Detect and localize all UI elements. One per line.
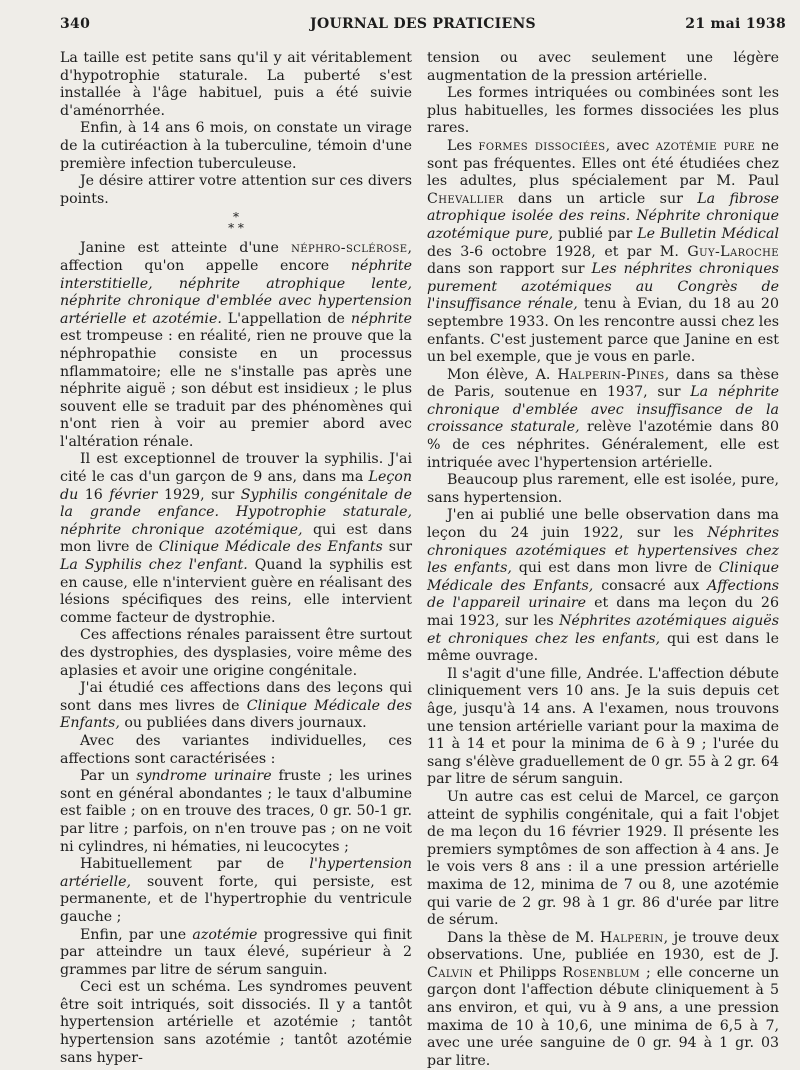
paragraph: Avec des variantes individuelles, ces affections sont caractérisées : bbox=[60, 732, 412, 767]
paragraph: Enfin, à 14 ans 6 mois, on constate un virage de la cutiréaction à la tuberculine, témoin d'une première infection tuberculeuse. bbox=[60, 120, 412, 172]
paragraph: Enfin, par une azotémie progressive qui finit par atteindre un taux élevé, supérieur à 2 grammes par litre de sérum sanguin. bbox=[60, 926, 412, 978]
page-number: 340 bbox=[60, 16, 91, 32]
paragraph: Il s'agit d'une fille, Andrée. L'affection débute cliniquement vers 10 ans. Je la suis depuis cet âge, jusqu'à 14 ans. A l'examen, nous trouvons une tension artérielle variant pour la maxima de 11 à 14 et pour la minima de 6 à 9 ; l'urée du sang s'élève graduellement de 0 gr. 55 à 2 gr. 64 par litre de sérum sanguin. bbox=[427, 665, 779, 788]
paragraph: Par un syndrome urinaire fruste ; les urines sont en général abondantes ; le taux d'albumine est faible ; on en trouve des traces, 0 gr. 50-1 gr. par litre ; parfois, on n'en trouve pas ; on ne voit ni cylindres, ni hématies, ni leucocytes ; bbox=[60, 768, 413, 855]
paragraph: Mon élève, A. Halperin-Pines, dans sa thèse de Paris, soutenue en 1937, sur La néphrite chronique d'emblée avec insuffisance de la croissance staturale, relève l'azotémie dans 80 % de ces néphrites. Généralement, elle est intriquée avec l'hypertension artérielle. bbox=[427, 366, 780, 471]
page-header bbox=[60, 16, 786, 38]
paragraph: Ces affections rénales paraissent être surtout des dystrophies, des dysplasies, voire même des aplasies et avoir une origine congénitale. bbox=[60, 627, 412, 679]
section-separator-asterism: * * * bbox=[228, 210, 244, 236]
paragraph: Je désire attirer votre attention sur ces divers points. bbox=[60, 173, 412, 207]
paragraph: Les formes dissociées, avec azotémie pure ne sont pas fréquentes. Elles ont été étudiées chez les adultes, plus spécialement par M. Paul Chevallier dans un article sur La fibrose atrophique isolée des reins. Néphrite chronique azotémique pure, publié par Le Bulletin Médical des 3-6 octobre 1928, et par M. Guy-Laroche dans son rapport sur Les néphrites chroniques purement azotémiques au Congrès de l'insuffisance rénale, tenu à Evian, du 18 au 20 septembre 1933. On les rencontre aussi chez les enfants. C'est justement parce que Janine en est un bel exemple, que je vous en parle. bbox=[427, 137, 780, 366]
journal-title: JOURNAL DES PRATICIENS bbox=[310, 16, 536, 32]
paragraph: Habituellement par de l'hypertension artérielle, souvent forte, qui persiste, est permanente, et de l'hypertrophie du ventricule gauche ; bbox=[60, 856, 412, 925]
paragraph: J'ai étudié ces affections dans des leçons qui sont dans mes livres de Clinique Médicale des Enfants, ou publiées dans divers journaux. bbox=[60, 680, 412, 732]
paragraph: Beaucoup plus rarement, elle est isolée, pure, sans hypertension. bbox=[427, 472, 779, 506]
left-column bbox=[60, 50, 412, 1067]
paragraph: Un autre cas est celui de Marcel, ce garçon atteint de syphilis congénitale, qui a fait l'objet de ma leçon du 16 février 1929. Il présente les premiers symptômes de son affection à 4 ans. Je le vois vers 8 ans : il a une pression artérielle maxima de 12, minima de 7 ou 8, une azotémie qui varie de 2 gr. 98 à 1 gr. 86 d'urée par litre de sérum. bbox=[427, 788, 779, 929]
paragraph: Il est exceptionnel de trouver la syphilis. J'ai cité le cas d'un garçon de 9 ans, dans ma Leçon du 16 février 1929, sur Syphilis congénitale de la grande enfance. Hypotrophie staturale, néphrite chronique azotémique, qui est dans mon livre de Clinique Médicale des Enfants sur La Syphilis chez l'enfant. Quand la syphilis est en cause, elle n'intervient guère en réalisant des lésions spécifiques des reins, elle intervient comme facteur de dystrophie. bbox=[60, 451, 413, 626]
paragraph: La taille est petite sans qu'il y ait véritablement d'hypotrophie staturale. La puberté s'est installée à l'âge habituel, puis a été suivie d'aménorrhée. bbox=[60, 50, 412, 119]
paragraph: tension ou avec seulement une légère augmentation de la pression artérielle. bbox=[427, 50, 779, 84]
issue-date: 21 mai 1938 bbox=[685, 16, 786, 32]
paragraph: Ceci est un schéma. Les syndromes peuvent être soit intriqués, soit dissociés. Il y a tantôt hypertension artérielle et azotémie ; tantôt hypertension sans azotémie ; tantôt azotémie sans hyper- bbox=[60, 979, 412, 1066]
paragraph: Janine est atteinte d'une néphro-sclérose, affection qu'on appelle encore néphrite interstitielle, néphrite atrophique lente, néphrite chronique d'emblée avec hypertension artérielle et azotémie. L'appellation de néphrite est trompeuse : en réalité, rien ne prouve que la néphropathie consiste en un processus nflammatoire; elle ne s'installe pas après une néphrite aiguë ; son début est insidieux ; le plus souvent elle se traduit par des phénomènes qui n'ont rien à voir au premier abord avec l'altération rénale. bbox=[60, 240, 412, 450]
paragraph: J'en ai publié une belle observation dans ma leçon du 24 juin 1922, sur les Néphrites chroniques azotémiques et hypertensives chez les enfants, qui est dans mon livre de Clinique Médicale des Enfants, consacré aux Affections de l'appareil urinaire et dans ma leçon du 26 mai 1923, sur les Néphrites azotémiques aiguës et chroniques chez les enfants, qui est dans le même ouvrage. bbox=[427, 507, 779, 665]
paragraph: Les formes intriquées ou combinées sont les plus habituelles, les formes dissociées les plus rares. bbox=[427, 85, 779, 137]
right-column bbox=[427, 50, 779, 1070]
paragraph: Dans la thèse de M. Halperin, je trouve deux observations. Une, publiée en 1930, est de J. Calvin et Philipps Rosenblum ; elle concerne un garçon dont l'affection débute cliniquement à 5 ans environ, et qui, vu à 9 ans, a une pression maxima de 10 à 10,6, une minima de 6,5 à 7, avec une urée sanguine de 0 gr. 94 à 1 gr. 03 par litre. bbox=[427, 929, 779, 1069]
